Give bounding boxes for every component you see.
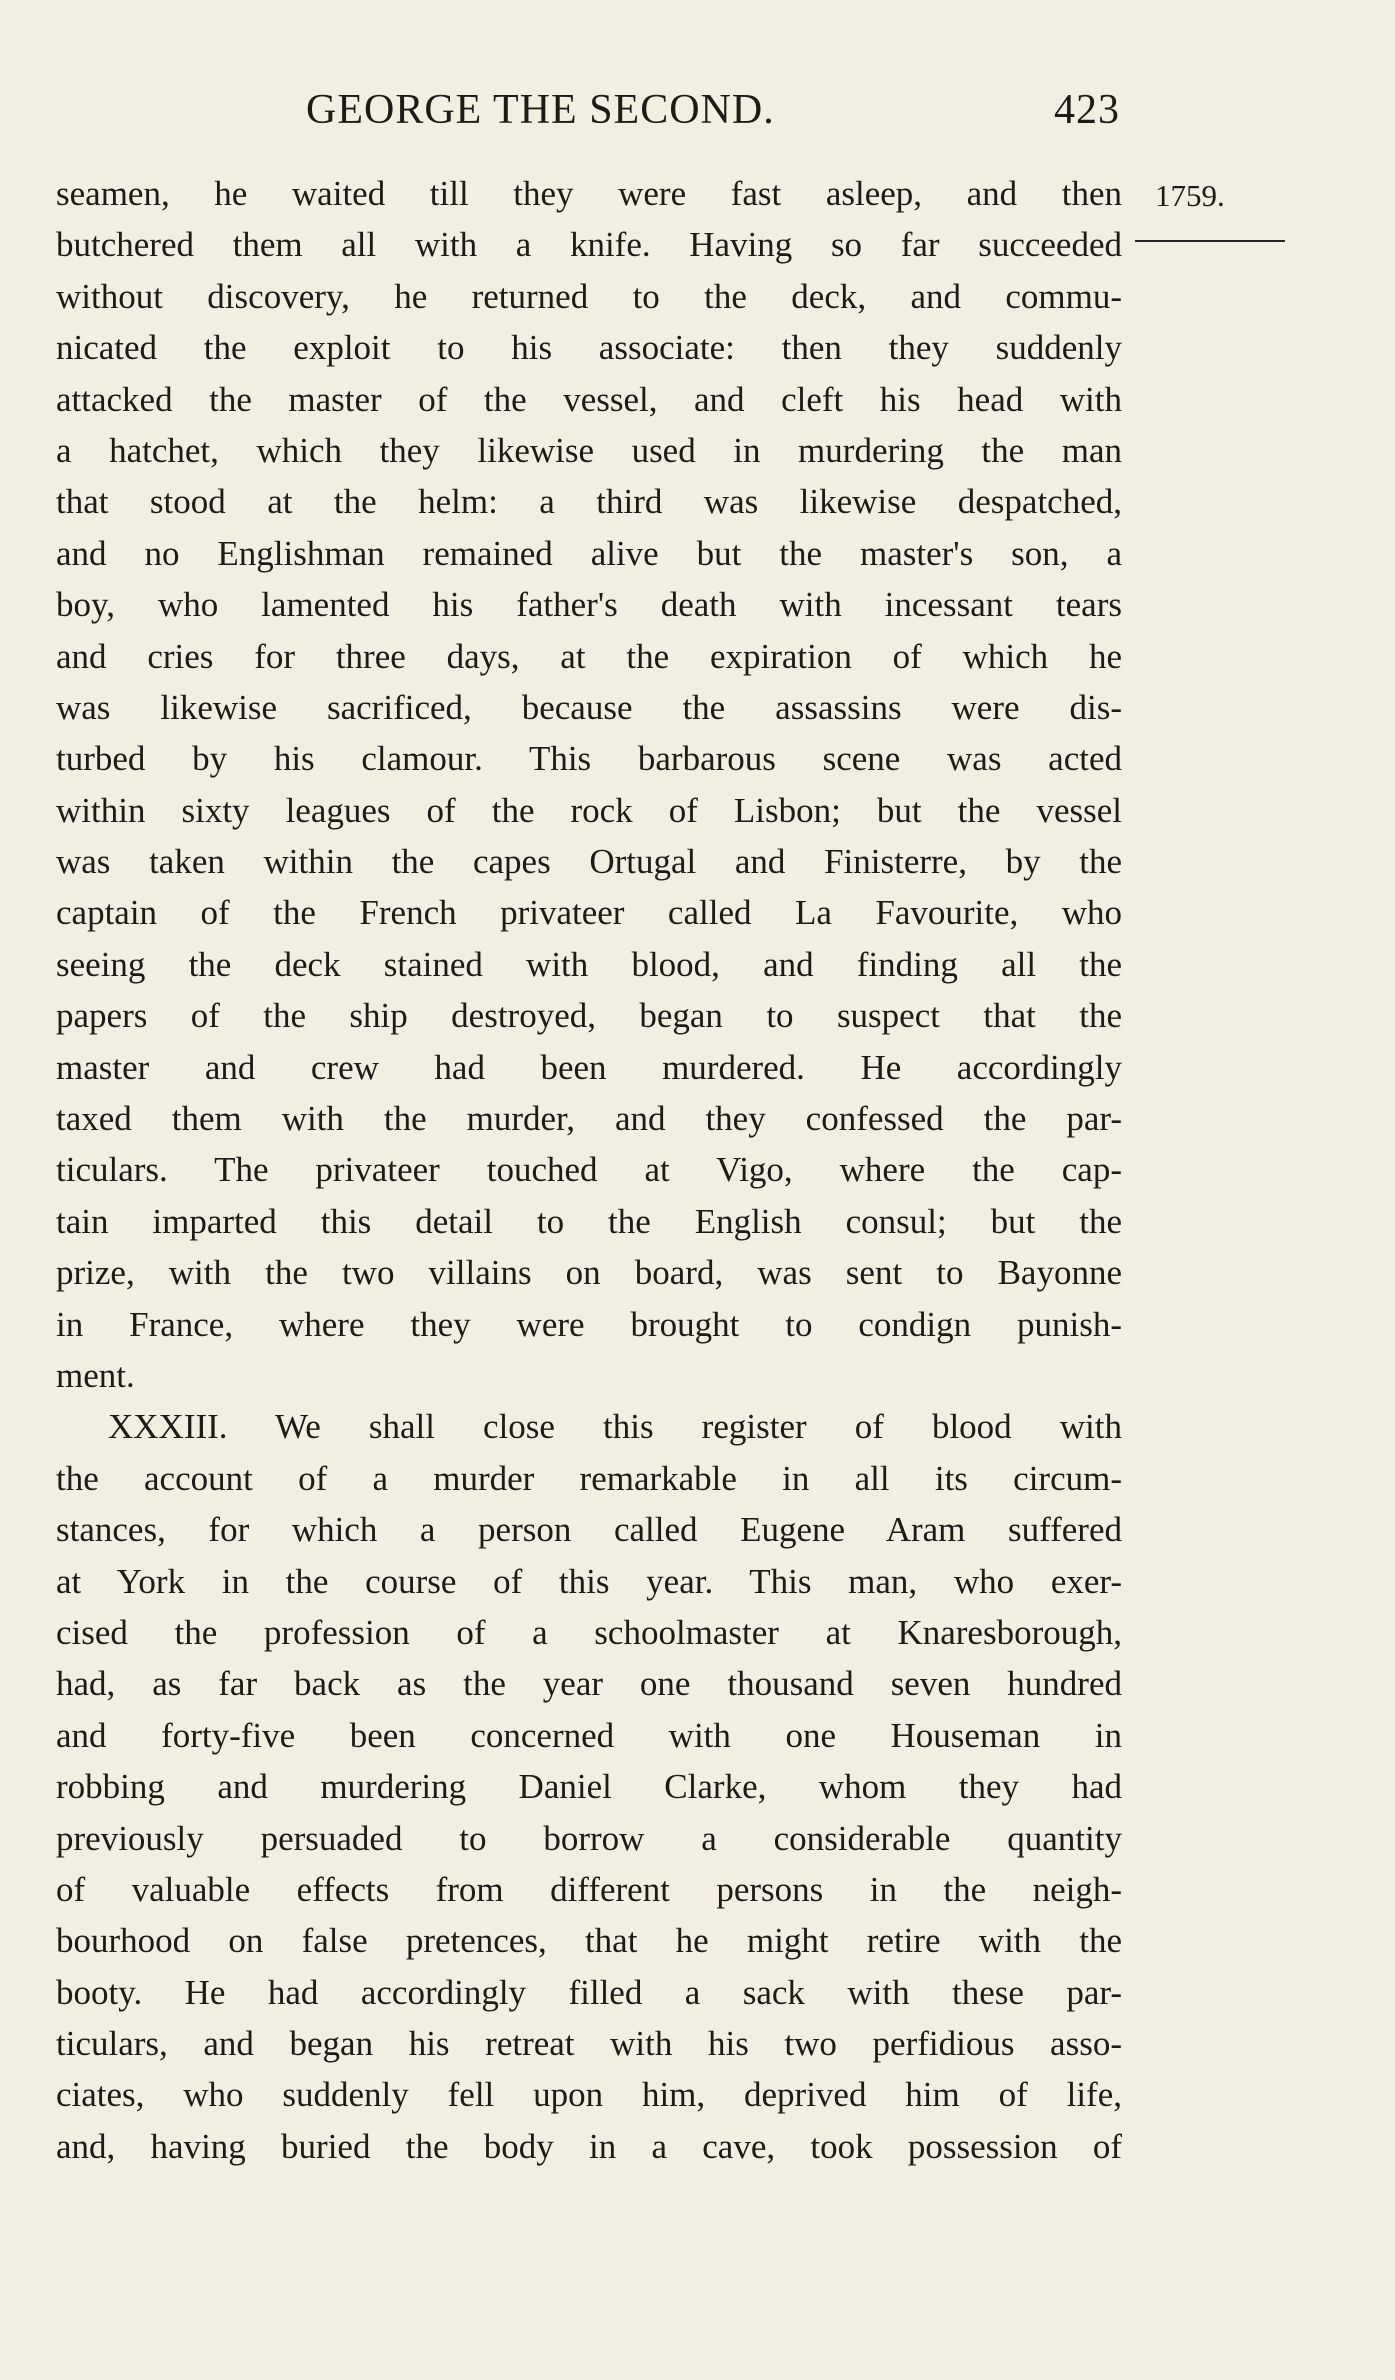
section-xxxiii-first-line: XXXIII. We shall close this register of blood with — [108, 1407, 1122, 1447]
text-line: ticulars, and began his retreat with his two perfidious asso- — [56, 2024, 1122, 2064]
page-number: 423 — [1054, 87, 1120, 133]
text-line: without discovery, he returned to the deck, and commu- — [56, 276, 1122, 316]
running-head — [300, 86, 1120, 146]
text-line: had, as far back as the year one thousand seven hundred — [56, 1664, 1122, 1704]
text-line: prize, with the two villains on board, was sent to Bayonne — [56, 1253, 1122, 1293]
text-line: that stood at the helm: a third was likewise despatched, — [56, 482, 1122, 522]
text-line: and, having buried the body in a cave, took possession of — [56, 2126, 1122, 2166]
text-line: tain imparted this detail to the English consul; but the — [56, 1201, 1122, 1241]
text-line: bourhood on false pretences, that he might retire with the — [56, 1921, 1122, 1961]
margin-rule — [1135, 240, 1285, 242]
text-line: captain of the French privateer called La Favourite, who — [56, 893, 1122, 933]
text-line: was taken within the capes Ortugal and Finisterre, by the — [56, 842, 1122, 882]
text-line: seeing the deck stained with blood, and finding all the — [56, 944, 1122, 984]
text-line: ciates, who suddenly fell upon him, deprived him of life, — [56, 2075, 1122, 2115]
text-line: butchered them all with a knife. Having so far succeeded — [56, 225, 1122, 265]
text-line: attacked the master of the vessel, and cleft his head with — [56, 379, 1122, 419]
text-line: master and crew had been murdered. He accordingly — [56, 1047, 1122, 1087]
text-line: stances, for which a person called Eugene Aram suffered — [56, 1510, 1122, 1550]
text-line: cised the profession of a schoolmaster at Knaresborough, — [56, 1612, 1122, 1652]
text-line: boy, who lamented his father's death with incessant tears — [56, 585, 1122, 625]
text-line: and no Englishman remained alive but the master's son, a — [56, 533, 1122, 573]
text-line: ticulars. The privateer touched at Vigo, where the cap- — [56, 1150, 1122, 1190]
text-line: taxed them with the murder, and they confessed the par- — [56, 1099, 1122, 1139]
text-line: turbed by his clamour. This barbarous scene was acted — [56, 739, 1122, 779]
text-line: within sixty leagues of the rock of Lisbon; but the vessel — [56, 790, 1122, 830]
text-line: robbing and murdering Daniel Clarke, whom they had — [56, 1767, 1122, 1807]
text-line: was likewise sacrificed, because the assassins were dis- — [56, 687, 1122, 727]
text-line: ment. — [56, 1355, 135, 1395]
text-line: of valuable effects from different persons in the neigh- — [56, 1869, 1122, 1909]
text-line: and cries for three days, at the expiration of which he — [56, 636, 1122, 676]
text-line: and forty-five been concerned with one Houseman in — [56, 1715, 1122, 1755]
text-line: papers of the ship destroyed, began to suspect that the — [56, 996, 1122, 1036]
margin-year: 1759. — [1155, 178, 1225, 213]
text-line: previously persuaded to borrow a considerable quantity — [56, 1818, 1122, 1858]
text-line: the account of a murder remarkable in all its circum- — [56, 1458, 1122, 1498]
running-title: GEORGE THE SECOND. — [306, 87, 775, 133]
text-line: booty. He had accordingly filled a sack with these par- — [56, 1972, 1122, 2012]
text-line: at York in the course of this year. This man, who exer- — [56, 1561, 1122, 1601]
body-text — [56, 168, 1122, 2172]
text-line: seamen, he waited till they were fast asleep, and then — [56, 174, 1122, 213]
text-line: a hatchet, which they likewise used in murdering the man — [56, 430, 1122, 470]
text-line: nicated the exploit to his associate: then they suddenly — [56, 328, 1122, 368]
text-line: in France, where they were brought to condign punish- — [56, 1304, 1122, 1344]
